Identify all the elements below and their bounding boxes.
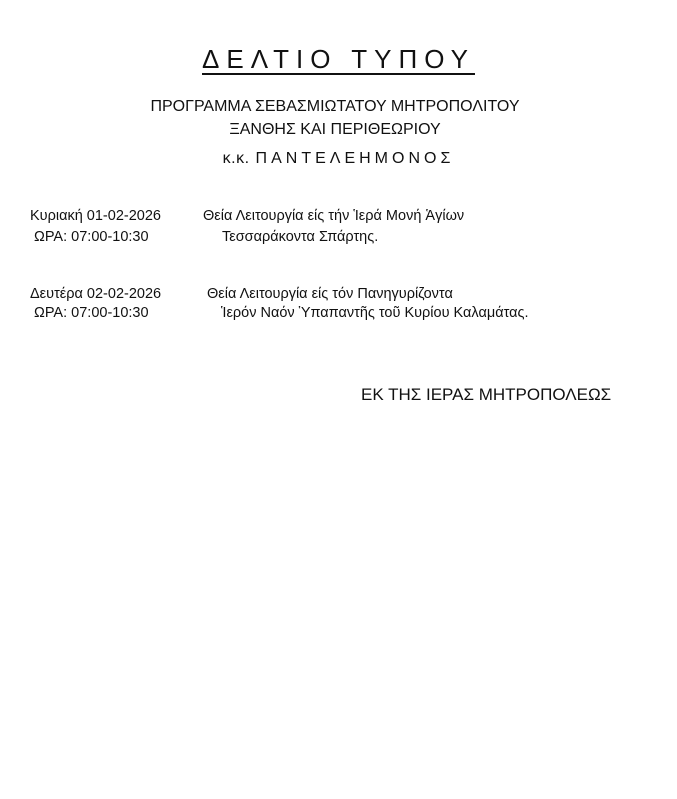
event-1-time: ΩΡΑ: 07:00-10:30	[34, 229, 149, 245]
subtitle-line-2: ΞΑΝΘΗΣ ΚΑΙ ΠΕΡΙΘΕΩΡΙΟΥ	[229, 121, 441, 138]
event-2-date: Δευτέρα 02-02-2026	[30, 286, 162, 302]
event-1-date: Κυριακή 01-02-2026	[30, 208, 161, 224]
subtitle-line-1: ΠΡΟΓΡΑΜΜΑ ΣΕΒΑΣΜΙΩΤΑΤΟΥ ΜΗΤΡΟΠΟΛΙΤΟΥ	[150, 98, 520, 115]
event-1-description-line-2: Τεσσαράκοντα Σπάρτης.	[222, 229, 379, 245]
event-2-description-line-1: Θεία Λειτουργία είς τόν Πανηγυρίζοντα	[207, 286, 453, 302]
metropolitan-name	[0, 150, 677, 168]
event-2-time: ΩΡΑ: 07:00-10:30	[34, 305, 149, 321]
honorific: κ.κ.	[222, 150, 250, 167]
event-1-description-line-1: Θεία Λειτουργία είς τήν Ἱερά Μονή Ἁγίων	[203, 208, 465, 224]
signature: ΕΚ ΤΗΣ ΙΕΡΑΣ ΜΗΤΡΟΠΟΛΕΩΣ	[361, 385, 612, 404]
document-title	[0, 44, 677, 75]
event-2-description-line-2: Ἱερόν Ναόν Ὑπαπαντῆς τοῦ Κυρίου Καλαμάτας.	[221, 305, 529, 321]
name-text: ΠΑΝΤΕΛΕΗΜΟΝΟΣ	[255, 150, 455, 167]
document-title-text: ΔΕΛΤΙΟ ΤΥΠΟΥ	[202, 44, 475, 74]
